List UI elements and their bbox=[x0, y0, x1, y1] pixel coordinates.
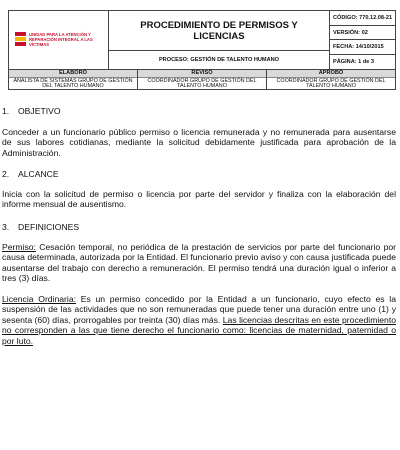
codigo-field: CÓDIGO: 770.12.08-21 bbox=[330, 11, 395, 26]
logo-cell bbox=[9, 11, 109, 69]
reviso-value: COORDINADOR GRUPO DE GESTIÓN DEL TALENTO HUMANO bbox=[147, 77, 257, 90]
permiso-text: Cesación temporal, no periódica de la prestación de servicios por parte del funcionario por causa determinada, autorizada por la Entidad. El funcionario previo aviso y con causa justificada puede ausentarse del trabajo con derecho a remuneración. El permiso tendrá una duración igual o inferior a tres (3) días. bbox=[2, 242, 396, 284]
objetivo-paragraph: Conceder a un funcionario público permiso o licencia remunerada y no remunerada para ausentarse de sus labores cotidianas, mediante la solicitud debidamente justificada para aprobación de la Administración. bbox=[2, 127, 396, 158]
logo-text: UNIDAD PARA LA ATENCIÓN Y REPARACIÓN INTEGRAL A LAS VÍCTIMAS bbox=[29, 32, 93, 47]
permiso-term: Permiso: bbox=[2, 242, 36, 252]
section-number: 1. bbox=[2, 106, 10, 116]
permiso-definition bbox=[2, 242, 396, 284]
elaboro-value: ANALISTA DE SISTEMAS GRUPO DE GESTIÓN DEL TALENTO HUMANO bbox=[13, 77, 133, 90]
pagina-field: PÁGINA: 1 de 3 bbox=[333, 58, 375, 65]
licencia-underlined-note: Las licencias descritas en este procedimiento no corresponden a las que tiene derecho el funcionario como: licencias de maternidad, paternidad o por luto. bbox=[2, 314, 396, 346]
elaboro-label: ELABORÓ bbox=[9, 70, 137, 78]
elaboro-column bbox=[9, 70, 138, 89]
document-header bbox=[8, 10, 396, 70]
fecha-field: FECHA: 14/10/2015 bbox=[330, 40, 395, 55]
aprobo-column bbox=[267, 70, 395, 89]
section-number: 3. bbox=[2, 222, 10, 232]
document-metadata bbox=[329, 11, 395, 69]
aprobo-label: APROBÓ bbox=[267, 70, 395, 78]
section-number: 2. bbox=[2, 169, 10, 179]
section-title: DEFINICIONES bbox=[18, 222, 80, 232]
licencia-definition bbox=[2, 294, 396, 346]
reviso-label: REVISÓ bbox=[138, 70, 266, 78]
document-title: PROCEDIMIENTO DE PERMISOS Y LICENCIAS bbox=[109, 11, 329, 51]
logo-flag-icon bbox=[15, 32, 26, 46]
licencia-text: Es un permiso concedido por la Entidad a un funcionario, cuyo efecto es la suspensión de las actividades que no son remuneradas que puede tener una duración entre uno (1) y sesenta (60) días, prorrogables por treinta (30) días más. bbox=[2, 294, 396, 325]
section-heading-alcance bbox=[2, 169, 59, 179]
licencia-term: Licencia Ordinaria: bbox=[2, 294, 76, 304]
section-title: ALCANCE bbox=[18, 169, 59, 179]
version-field: VERSIÓN: 02 bbox=[330, 26, 395, 41]
section-title: OBJETIVO bbox=[18, 106, 61, 116]
reviso-column bbox=[138, 70, 267, 89]
section-heading-objetivo bbox=[2, 106, 61, 116]
alcance-paragraph: Inicia con la solicitud de permiso o licencia por parte del servidor y finaliza con la elaboración del informe mensual de ausentismo. bbox=[2, 189, 396, 210]
section-heading-definiciones bbox=[2, 222, 79, 232]
process-label: PROCESO: GESTIÓN DE TALENTO HUMANO bbox=[158, 57, 280, 63]
aprobo-value: COORDINADOR GRUPO DE GESTIÓN DEL TALENTO HUMANO bbox=[276, 77, 386, 90]
approval-table bbox=[8, 70, 396, 90]
